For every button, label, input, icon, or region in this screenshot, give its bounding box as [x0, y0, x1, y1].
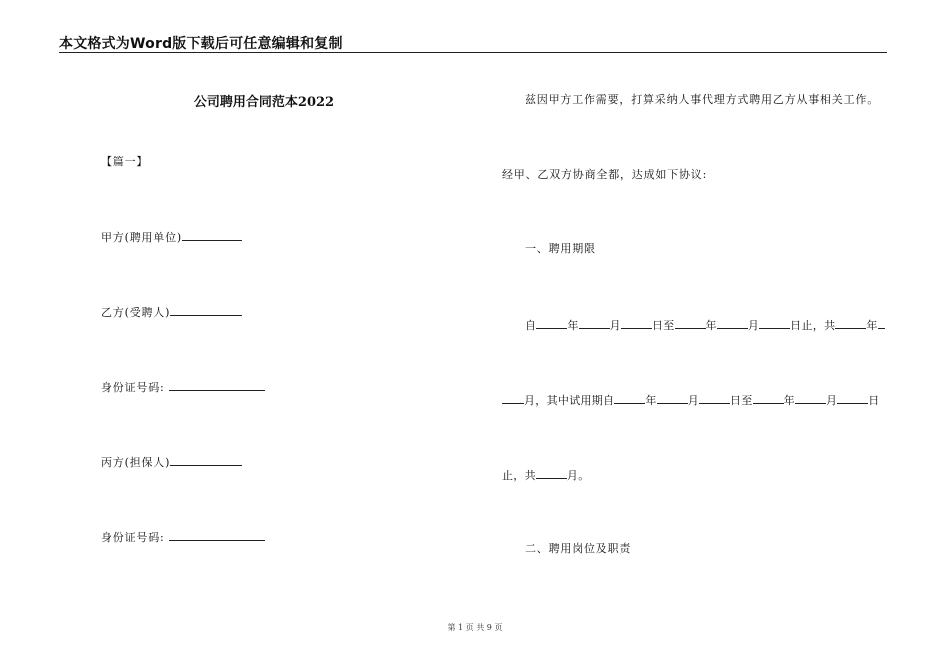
term-blank — [614, 393, 645, 404]
term-blank — [621, 318, 652, 329]
document-title: 公司聘用合同范本2022 — [193, 95, 335, 110]
term-line-3 — [502, 468, 590, 483]
party-b-line — [101, 305, 242, 320]
term-month-end: 月。 — [566, 469, 590, 482]
term-blank — [657, 393, 688, 404]
term-line-1 — [525, 318, 885, 333]
term-end: 止，共 — [502, 469, 536, 482]
party-a-line — [101, 230, 242, 245]
term-blank — [753, 393, 784, 404]
term-blank — [579, 318, 610, 329]
term-year: 年 — [705, 319, 717, 332]
term-blank — [502, 393, 524, 404]
term-year: 年 — [645, 394, 657, 407]
page-number: 第 1 页 共 9 页 — [447, 623, 503, 632]
term-blank — [878, 318, 885, 329]
term-line-2 — [502, 393, 880, 408]
term-blank — [536, 318, 567, 329]
id-number-line-2 — [101, 530, 265, 545]
term-month: 月 — [825, 394, 838, 407]
clause-2-heading: 二、聘用岗位及职责 — [525, 542, 632, 555]
id-number-blank-2 — [169, 530, 265, 541]
party-b-blank — [170, 305, 242, 316]
term-day-end: 日止，共 — [790, 319, 836, 332]
term-blank — [837, 393, 868, 404]
term-blank — [717, 318, 748, 329]
id-number-label-1: 身份证号码: — [101, 381, 165, 394]
term-year: 年 — [866, 319, 878, 332]
party-c-line — [101, 455, 242, 470]
id-number-line-1 — [101, 380, 265, 395]
term-blank — [795, 393, 826, 404]
term-from: 自 — [525, 319, 537, 332]
party-c-blank — [170, 455, 242, 466]
header-divider — [59, 52, 887, 53]
term-blank — [759, 318, 790, 329]
intro-paragraph-1: 兹因甲方工作需要，打算采纳人事代理方式聘用乙方从事相关工作。 — [525, 93, 879, 106]
term-day-to: 日至 — [730, 394, 753, 407]
term-blank — [835, 318, 866, 329]
party-a-label: 甲方(聘用单位) — [101, 231, 182, 244]
term-month: 月 — [687, 394, 700, 407]
party-a-blank — [182, 230, 242, 241]
term-year: 年 — [783, 394, 795, 407]
term-day: 日 — [868, 394, 880, 407]
party-c-label: 丙方(担保人) — [101, 456, 171, 469]
term-blank — [536, 468, 567, 479]
section-tag: 【篇一】 — [101, 155, 149, 168]
clause-1-heading: 一、聘用期限 — [525, 242, 596, 255]
intro-paragraph-2: 经甲、乙双方协商全都，达成如下协议: — [502, 168, 708, 181]
id-number-label-2: 身份证号码: — [101, 531, 165, 544]
term-blank — [699, 393, 730, 404]
term-blank — [675, 318, 706, 329]
download-banner: 本文格式为Word版下载后可任意编辑和复制 — [59, 36, 343, 52]
term-month: 月 — [609, 319, 621, 332]
term-year: 年 — [567, 319, 579, 332]
term-day-to: 日至 — [651, 319, 675, 332]
term-month: 月 — [747, 319, 760, 332]
id-number-blank-1 — [169, 380, 265, 391]
probation-prefix: 月，其中试用期自 — [524, 394, 615, 407]
party-b-label: 乙方(受聘人) — [101, 306, 171, 319]
